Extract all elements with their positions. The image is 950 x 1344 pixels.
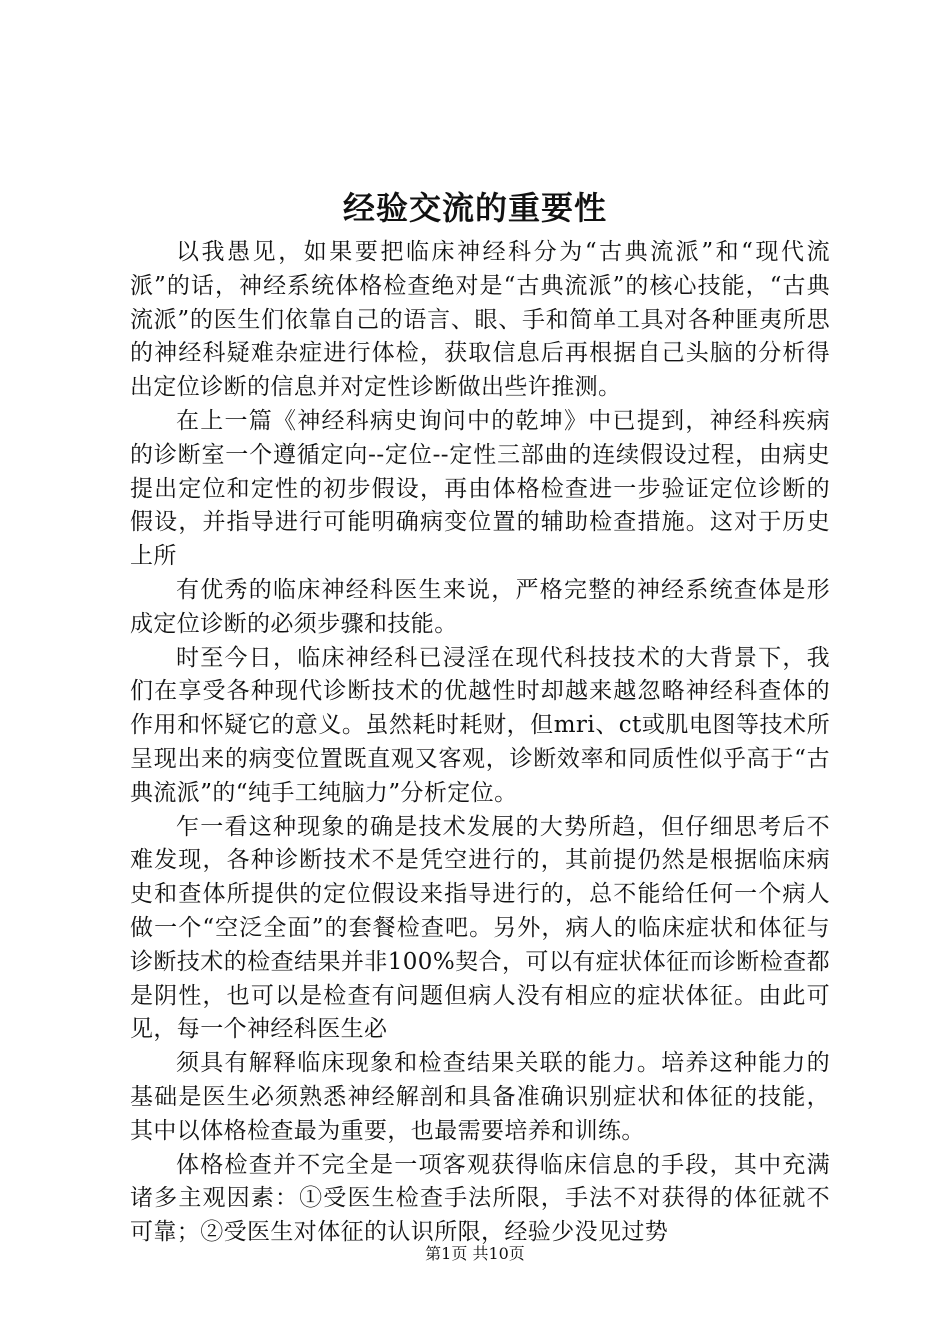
- paragraph: 在上一篇《神经科病史询问中的乾坤》中已提到，神经科疾病的诊断室一个遵循定向--定位--定性三部曲的连续假设过程，由病史提出定位和定性的初步假设，再由体格检查进一步验证定位诊断的假设，并指导进行可能明确病变位置的辅助检查措施。这对于历史上所: [130, 407, 830, 570]
- paragraph: 有优秀的临床神经科医生来说，严格完整的神经系统查体是形成定位诊断的必须步骤和技能。: [130, 576, 830, 637]
- document-body: [130, 236, 830, 1250]
- paragraph: 以我愚见，如果要把临床神经科分为“古典流派”和“现代流派”的话，神经系统体格检查绝对是“古典流派”的核心技能，“古典流派”的医生们依靠自己的语言、眼、手和简单工具对各种匪夷所思的神经科疑难杂症进行体检，获取信息后再根据自己头脑的分析得出定位诊断的信息并对定性诊断做出些许推测。: [130, 239, 830, 401]
- page-footer: 第1页 共10页: [425, 1244, 525, 1263]
- paragraph: 须具有解释临床现象和检查结果关联的能力。培养这种能力的基础是医生必须熟悉神经解剖和具备准确识别症状和体征的技能，其中以体格检查最为重要，也最需要培养和训练。: [130, 1050, 830, 1144]
- paragraph: 时至今日，临床神经科已浸淫在现代科技技术的大背景下，我们在享受各种现代诊断技术的优越性时却越来越忽略神经科查体的作用和怀疑它的意义。虽然耗时耗财，但mri、ct或肌电图等技术所呈现出来的病变位置既直观又客观，诊断效率和同质性似乎高于“古典流派”的“纯手工纯脑力”分析定位。: [130, 644, 830, 806]
- paragraph: 体格检查并不完全是一项客观获得临床信息的手段，其中充满诸多主观因素：①受医生检查手法所限，手法不对获得的体征就不可靠；②受医生对体征的认识所限，经验少没见过势: [130, 1151, 830, 1246]
- document-title: 经验交流的重要性: [342, 189, 607, 227]
- paragraph: 乍一看这种现象的确是技术发展的大势所趋，但仔细思考后不难发现，各种诊断技术不是凭空进行的，其前提仍然是根据临床病史和查体所提供的定位假设来指导进行的，总不能给任何一个病人做一个“空泛全面”的套餐检查吧。另外，病人的临床症状和体征与诊断技术的检查结果并非100%契合，可以有症状体征而诊断检查都是阴性，也可以是检查有问题但病人没有相应的症状体征。由此可见，每一个神经科医生必: [130, 813, 830, 1043]
